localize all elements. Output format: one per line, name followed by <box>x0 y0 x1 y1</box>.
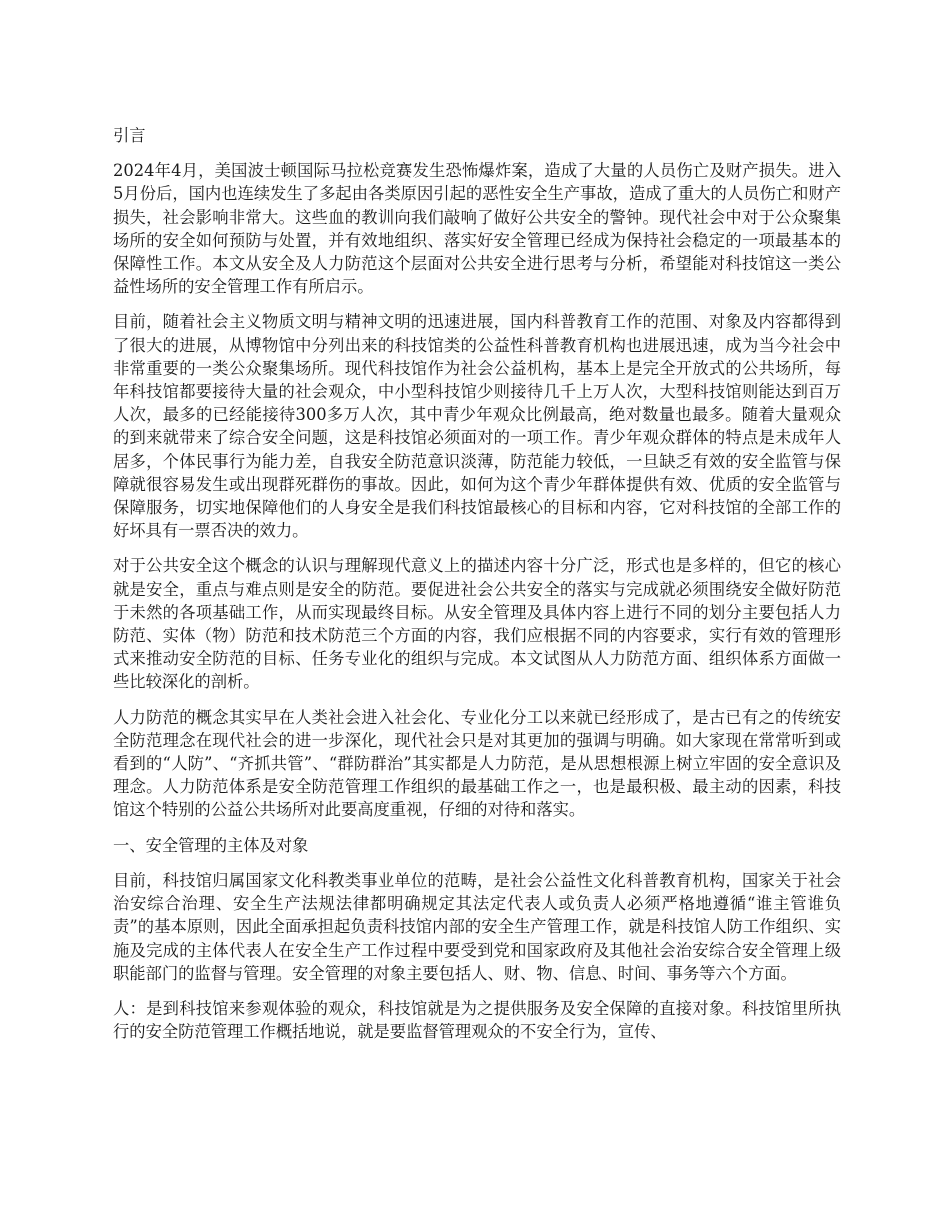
section-1-paragraph-2: 人：是到科技馆来参观体验的观众，科技馆就是为之提供服务及安全保障的直接对象。科技馆里所执行的安全防范管理工作概括地说，就是要监督管理观众的不安全行为，宣传、 <box>113 998 841 1042</box>
paragraph-3: 对于公共安全这个概念的认识与理解现代意义上的描述内容十分广泛，形式也是多样的，但它的核心就是安全，重点与难点则是安全的防范。要促进社会公共安全的落实与完成就必须围绕安全做好防范于未然的各项基础工作，从而实现最终目标。从安全管理及具体内容上进行不同的划分主要包括人力防范、实体（物）防范和技术防范三个方面的内容，我们应根据不同的内容要求，实行有效的管理形式来推动安全防范的目标、任务专业化的组织与完成。本文试图从人力防范方面、组织体系方面做一些比较深化的剖析。 <box>113 556 841 692</box>
paragraph-2: 目前，随着社会主义物质文明与精神文明的迅速进展，国内科普教育工作的范围、对象及内容都得到了很大的进展，从博物馆中分列出来的科技馆类的公益性科普教育机构也进展迅速，成为当今社会中非常重要的一类公众聚集场所。现代科技馆作为社会公益机构，基本上是完全开放式的公共场所，每年科技馆都要接待大量的社会观众，中小型科技馆少则接待几千上万人次，大型科技馆则能达到百万人次，最多的已经能接待300多万人次，其中青少年观众比例最高，绝对数量也最多。随着大量观众的到来就带来了综合安全问题，这是科技馆必须面对的一项工作。青少年观众群体的特点是未成年人居多，个体民事行为能力差，自我安全防范意识淡薄，防范能力较低，一旦缺乏有效的安全监管与保障就很容易发生或出现群死群伤的事故。因此，如何为这个青少年群体提供有效、优质的安全监管与保障服务，切实地保障他们的人身安全是我们科技馆最核心的目标和内容，它对科技馆的全部工作的好坏具有一票否决的效力。 <box>113 312 841 541</box>
paragraph-4: 人力防范的概念其实早在人类社会进入社会化、专业化分工以来就已经形成了，是古已有之的传统安全防范理念在现代社会的进一步深化，现代社会只是对其更加的强调与明确。如大家现在常常听到或看到的“人防”、“齐抓共管”、“群防群治”其实都是人力防范，是从思想根源上树立牢固的安全意识及理念。人力防范体系是安全防范管理工作组织的最基础工作之一，也是最积极、最主动的因素，科技馆这个特别的公益公共场所对此要高度重视，仔细的对待和落实。 <box>113 707 841 820</box>
section-1-paragraph-1: 目前，科技馆归属国家文化科教类事业单位的范畴，是社会公益性文化科普教育机构，国家关于社会治安综合治理、安全生产法规法律都明确规定其法定代表人或负责人必须严格地遵循“谁主管谁负责”的基本原则，因此全面承担起负责科技馆内部的安全生产管理工作，就是科技馆人防工作组织、实施及完成的主体代表人在安全生产工作过程中要受到党和国家政府及其他社会治安综合安全管理上级职能部门的监督与管理。安全管理的对象主要包括人、财、物、信息、时间、事务等六个方面。 <box>113 870 841 983</box>
section-1-heading: 一、安全管理的主体及对象 <box>113 835 309 855</box>
paragraph-1: 2024年4月，美国波士顿国际马拉松竞赛发生恐怖爆炸案，造成了大量的人员伤亡及财产损失。进入5月份后，国内也连续发生了多起由各类原因引起的恶性安全生产事故，造成了重大的人员伤亡和财产损失，社会影响非常大。这些血的教训向我们敲响了做好公共安全的警钟。现代社会中对于公众聚集场所的安全如何预防与处置，并有效地组织、落实好安全管理已经成为保持社会稳定的一项最基本的保障性工作。本文从安全及人力防范这个层面对公共安全进行思考与分析，希望能对科技馆这一类公益性场所的安全管理工作有所启示。 <box>113 161 841 297</box>
intro-heading: 引言 <box>113 126 146 145</box>
document-page <box>113 124 841 1055</box>
